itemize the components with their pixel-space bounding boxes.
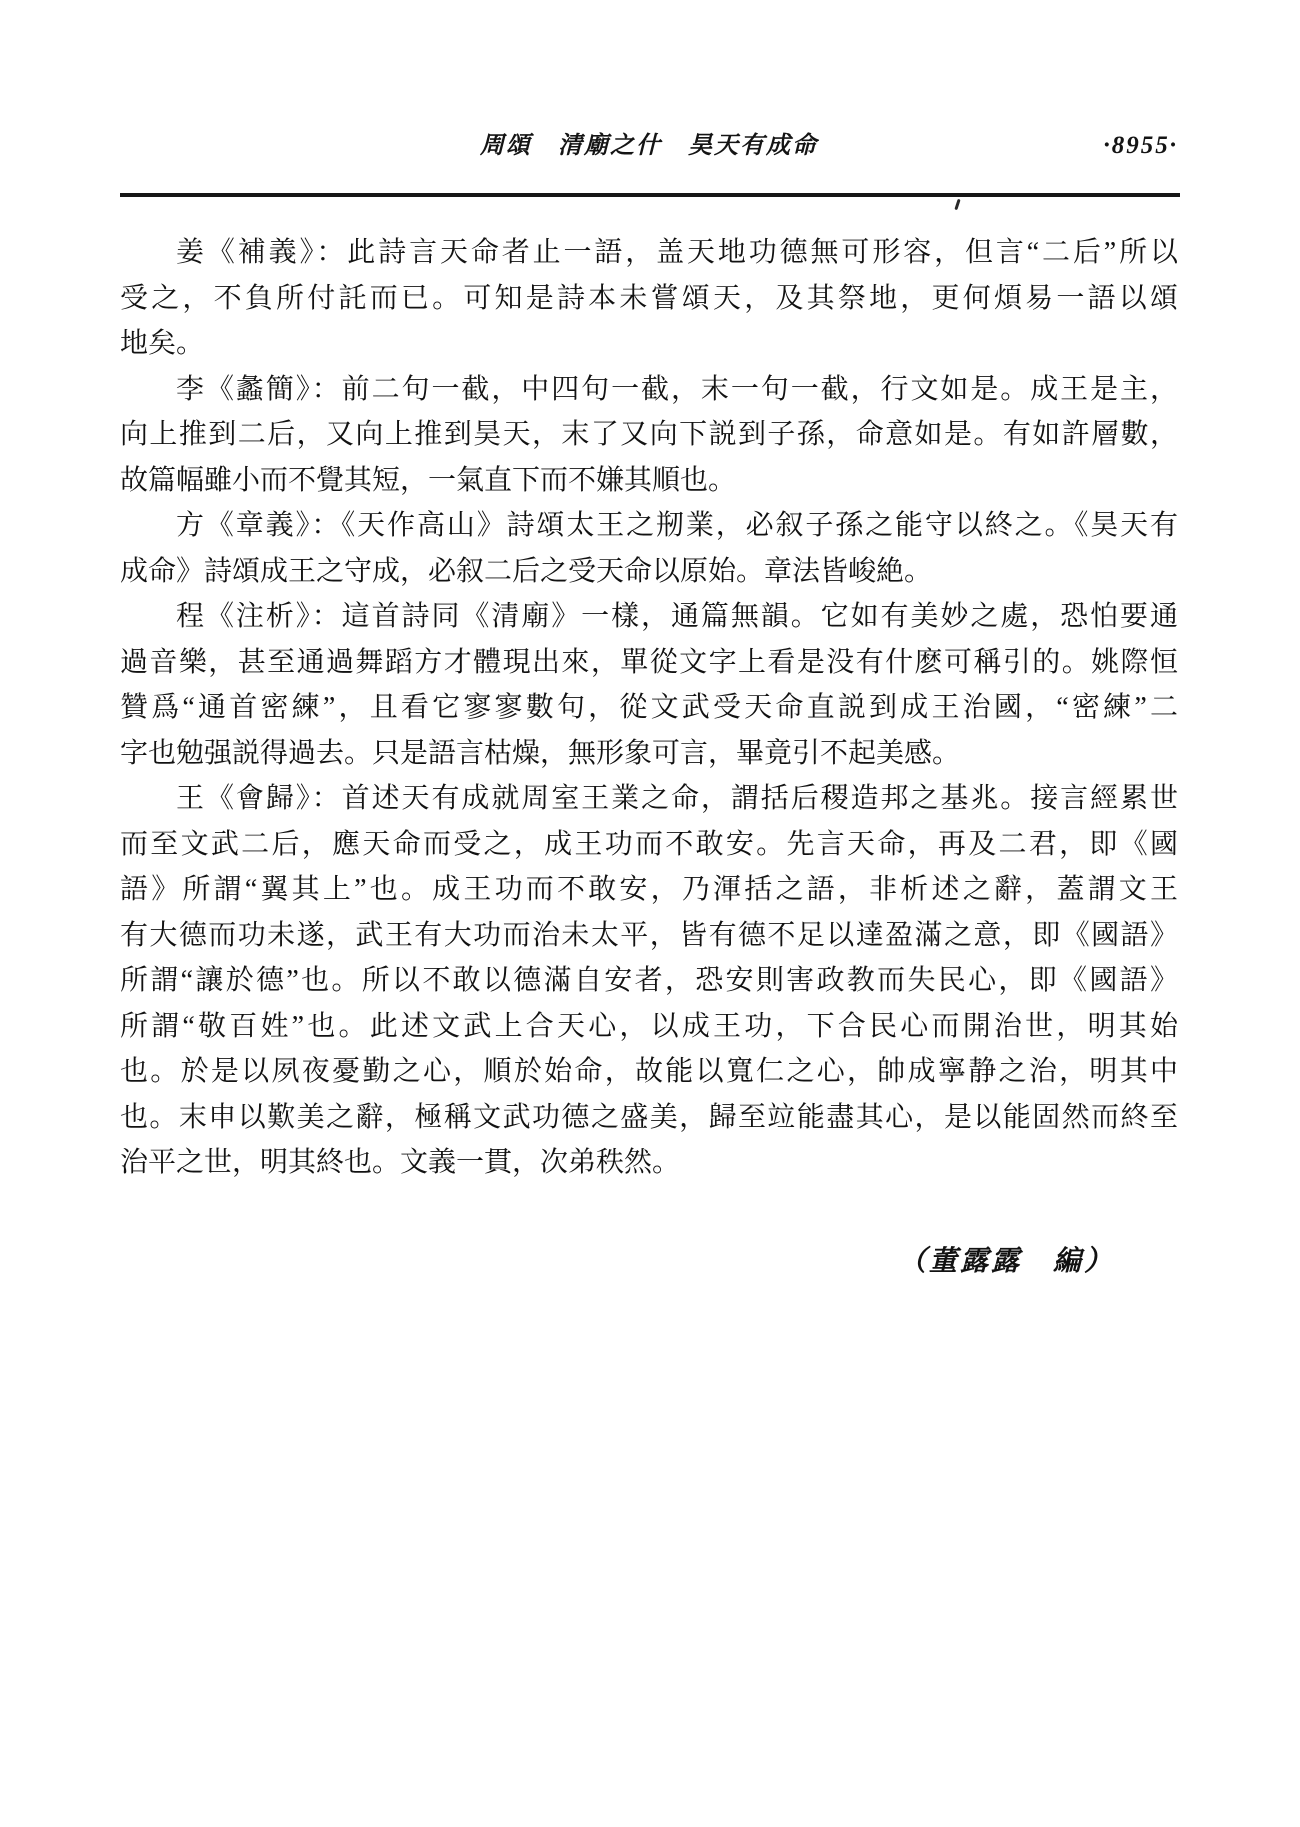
- text-line: 故篇幅雖小而不覺其短，一氣直下而不嫌其順也。: [120, 464, 737, 496]
- text-line: 李《蠡簡》：前二句一截，中四句一截，末一句一截，行文如是。成王是主，: [176, 373, 1178, 405]
- text-line: 受之，不負所付託而已。可知是詩本未嘗頌天，及其祭地，更何煩易一語以頌: [120, 282, 1178, 314]
- scan-speck: [954, 199, 960, 210]
- paragraph-wang-huigui: [120, 776, 1178, 1186]
- paragraph-li-lijian: [120, 367, 1178, 504]
- paragraph-jiang-buyi: [120, 230, 1178, 367]
- running-head: [120, 126, 1178, 166]
- text-line: 方《章義》：《天作高山》詩頌太王之剏業，必叙子孫之能守以終之。《昊天有: [176, 510, 1178, 541]
- text-line: 過音樂，甚至通過舞蹈方才體現出來，單從文字上看是没有什麽可稱引的。姚際恒: [120, 646, 1178, 678]
- text-line: 所謂“讓於德”也。所以不敢以德滿自安者，恐安則害政教而失民心，即《國語》: [120, 965, 1178, 996]
- header-rule: [120, 193, 1180, 197]
- text-line: 王《會歸》：首述天有成就周室王業之命，謂括后稷造邦之基兆。接言經累世: [176, 783, 1178, 814]
- paragraph-cheng-zhuxi: [120, 594, 1178, 776]
- page-number: ·8955·: [1103, 132, 1178, 159]
- text-line: 地矣。: [120, 328, 205, 359]
- text-line: 所謂“敬百姓”也。此述文武上合天心，以成王功，下合民心而開治世，明其始: [120, 1010, 1178, 1042]
- text-line: 贊爲“通首密練”，且看它寥寥數句，從文武受天命直説到成王治國，“密練”二: [120, 692, 1178, 723]
- text-line: 也。末申以歎美之辭，極稱文武功德之盛美，歸至竝能盡其心，是以能固然而終至: [120, 1101, 1178, 1133]
- text-line: 成命》詩頌成王之守成，必叙二后之受天命以原始。章法皆峻絶。: [120, 555, 933, 587]
- text-line: 程《注析》：這首詩同《清廟》一樣，通篇無韻。它如有美妙之處，恐怕要通: [176, 601, 1178, 632]
- chapter-title: 周頌 清廟之什 昊天有成命: [480, 133, 818, 159]
- commentary-text: [120, 230, 1178, 1186]
- text-line: 治平之世，明其終也。文義一貫，次弟秩然。: [120, 1147, 681, 1178]
- paragraph-fang-zhangyi: [120, 503, 1178, 594]
- text-line: 字也勉强説得過去。只是語言枯燥，無形象可言，畢竟引不起美感。: [120, 737, 961, 769]
- text-line: 而至文武二后，應天命而受之，成王功而不敢安。先言天命，再及二君，即《國: [120, 828, 1178, 860]
- text-line: 語》所謂“翼其上”也。成王功而不敢安，乃渾括之語，非析述之辭，蓋謂文王: [120, 874, 1178, 905]
- text-line: 向上推到二后，又向上推到昊天，末了又向下説到子孫，命意如是。有如許層數，: [120, 419, 1178, 450]
- text-line: 有大德而功未遂，武王有大功而治未太平，皆有德不足以達盈滿之意，即《國語》: [120, 919, 1178, 951]
- text-line: 也。於是以夙夜憂勤之心，順於始命，故能以寬仁之心，帥成寧静之治，明其中: [120, 1056, 1178, 1087]
- editor-credit: （董露露 編）: [897, 1246, 1115, 1277]
- text-line: 姜《補義》：此詩言天命者止一語，盖天地功德無可形容，但言“二后”所以: [176, 237, 1178, 268]
